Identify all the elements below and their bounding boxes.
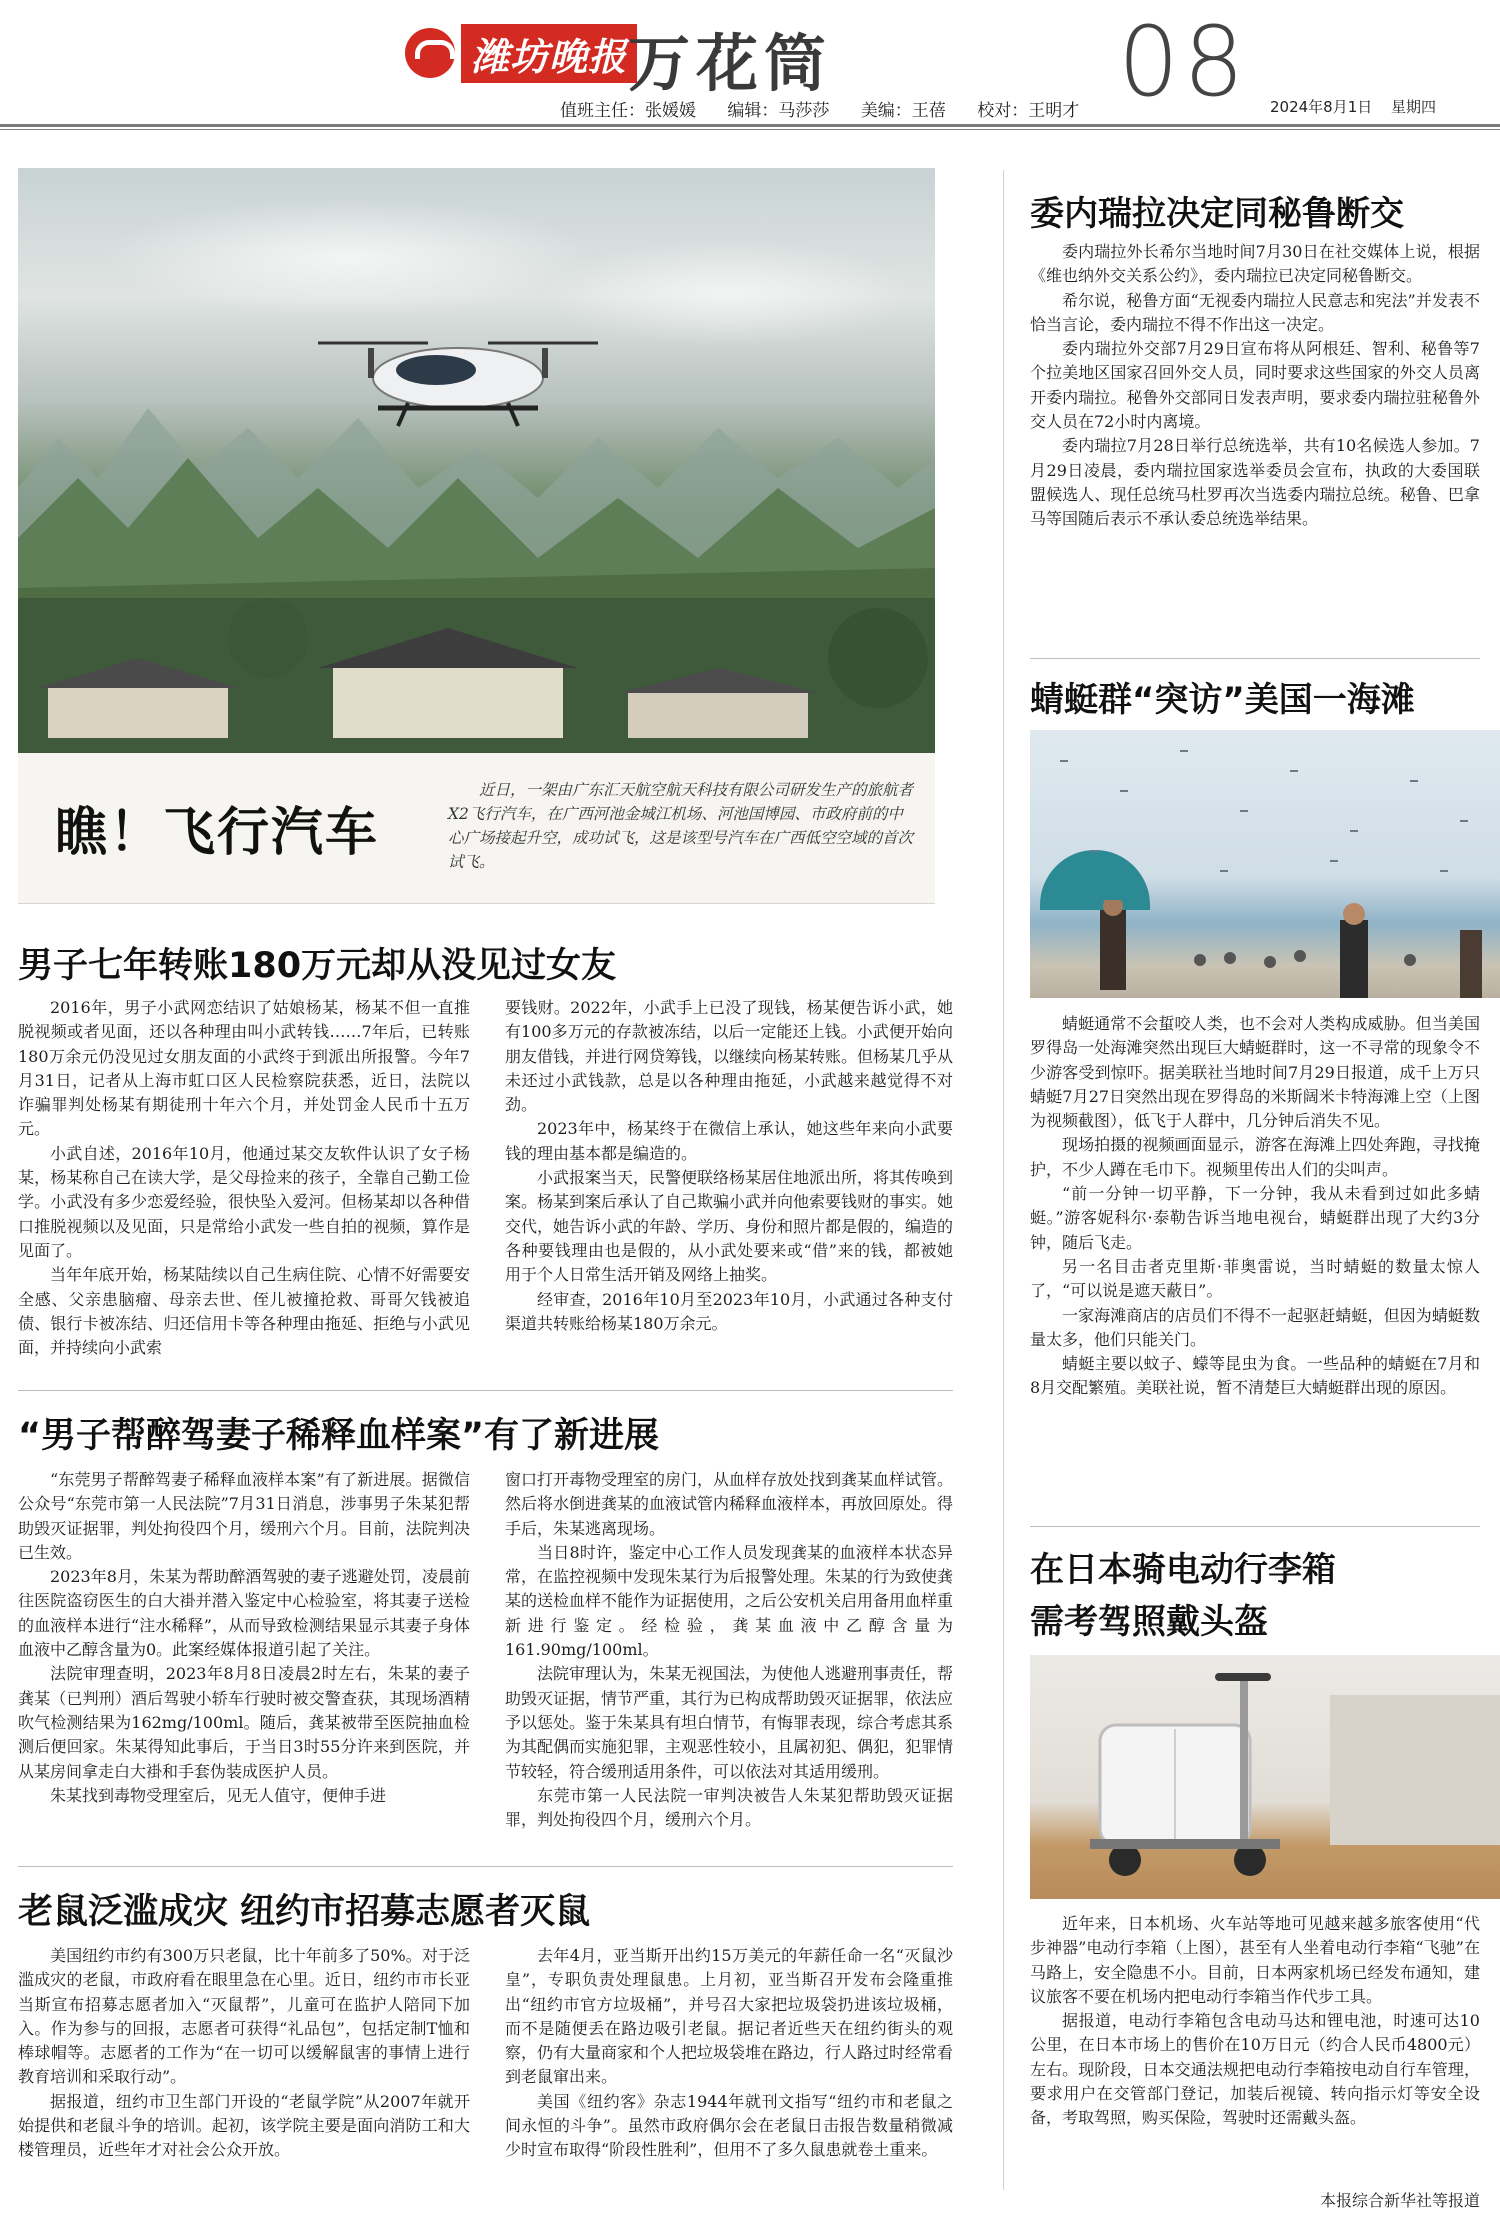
credit-duty-editor: 值班主任：张媛媛 <box>560 101 696 121</box>
newspaper-logo <box>405 22 637 84</box>
paragraph: 2016年，男子小武网恋结识了姑娘杨某，杨某不但一直推脱视频或者见面，还以各种理由叫小武转钱……7年后，已转账180万余元仍没见过女朋友面的小武终于到派出所报警。今年7月31日，记者从上海市虹口区人民检察院获悉，近日，法院以诈骗罪判处杨某有期徒刑十年六个月，并处罚金人民币十五万元。 <box>18 998 470 1139</box>
paragraph: 法院审理认为，朱某无视国法，为使他人逃避刑事责任，帮助毁灭证据，情节严重，其行为已构成帮助毁灭证据罪，依法应予以惩处。鉴于朱某具有坦白情节，有悔罪表现，综合考虑其系为其配偶而实施犯罪，主观恶性较小，且属初犯、偶犯，犯罪情节较轻，符合缓刑适用条件，可以依法对其适用缓刑。 <box>505 1664 954 1781</box>
source-note: 本报综合新华社等报道 <box>1319 2191 1480 2210</box>
paragraph: 委内瑞拉7月28日举行总统选举，共有10名候选人参加。7月29日凌晨，委内瑞拉国家选举委员会宣布，执政的大委国联盟候选人、现任总统马杜罗再次当选委内瑞拉总统。秘鲁、巴拿马等国随后表示不承认委总统选举结果。 <box>1030 436 1480 529</box>
paragraph: 美国《纽约客》杂志1944年就刊文指写“纽约市和老鼠之间永恒的斗争”。虽然市政府偶尔会在老鼠日击报告数量稍微减少时宣布取得“阶段性胜利”，但用不了多久鼠患就卷土重来。 <box>505 2091 953 2160</box>
dragonfly-body <box>1030 1012 1480 1401</box>
village-roofs <box>18 598 935 753</box>
hero-title: 瞧！飞行汽车 <box>55 803 380 863</box>
paragraph: 法院审理查明，2023年8月8日凌晨2时左右，朱某的妻子龚某（已判刑）酒后驾驶小轿车行驶时被交警查获，其现场酒精吹气检测结果为162mg/100ml。随后，龚某被带至医院抽血检测后便回家。朱某得知此事后，于当日3时55分许来到医院，并从某房间拿走白大褂和手套伪装成医护人员。 <box>18 1664 470 1781</box>
paragraph: 蜻蜓通常不会蜇咬人类，也不会对人类构成威胁。但当美国罗得岛一处海滩突然出现巨大蜻蜓群时，这一不寻常的现象令不少游客受到惊吓。据美联社当地时间7月29日报道，成千上万只蜻蜓7月27日突然出现在罗得岛的米斯阔米卡特海滩上空（上图为视频截图），低飞于人群中，几分钟后消失不见。 <box>1030 1014 1480 1131</box>
rats-headline: 老鼠泛滥成灾 纽约市招募志愿者灭鼠 <box>18 1892 591 1932</box>
page-number: 08 <box>1118 6 1249 118</box>
dui-headline: “男子帮醉驾妻子稀释血样案”有了新进展 <box>18 1416 660 1456</box>
section-divider <box>18 1866 953 1867</box>
flying-car-photo <box>18 168 935 753</box>
paragraph: 委内瑞拉外交部7月29日宣布将从阿根廷、智利、秘鲁等7个拉美地区国家召回外交人员，同时要求这些国家的外交人员离开委内瑞拉。秘鲁外交部同日发表声明，要求委内瑞拉驻秘鲁外交人员在72小时内离境。 <box>1030 339 1480 432</box>
paragraph: 当日8时许，鉴定中心工作人员发现龚某的血液样本状态异常，在监控视频中发现朱某行为后报警处理。朱某的行为致使龚某的送检血样不能作为证据使用，之后公安机关启用备用血样重新进行鉴定。经检验，龚某血液中乙醇含量为161.90mg/100ml。 <box>505 1542 954 1660</box>
newspaper-name: 潍坊晚报 <box>461 24 637 83</box>
paragraph: 小武自述，2016年10月，他通过某交友软件认识了女子杨某，杨某称自己在读大学，是父母捡来的孩子，全靠自己勤工俭学。小武没有多少恋爱经验，很快坠入爱河。但杨某却以各种借口推脱视频以及见面，只是常给小武发一些自拍的视频，算作是见面了。 <box>18 1143 470 1260</box>
paragraph: 东莞市第一人民法院一审判决被告人朱某犯帮助毁灭证据罪，判处拘役四个月，缓刑六个月。 <box>505 1785 953 1830</box>
credit-editor: 编辑：马莎莎 <box>727 101 830 121</box>
paragraph: 美国纽约市约有300万只老鼠，比十年前多了50%。对于泛滥成灾的老鼠，市政府看在眼里急在心里。近日，纽约市市长亚当斯宣布招募志愿者加入“灭鼠帮”，儿童可在监护人陪同下加入。作为参与的回报，志愿者可获得“礼品包”，包括定制T恤和棒球帽等。志愿者的工作为“在一切可以缓解鼠害的事情上进行教育培训和采取行动”。 <box>18 1946 470 2087</box>
flying-car <box>308 308 608 448</box>
paragraph: 据报道，电动行李箱包含电动马达和锂电池，时速可达10公里，在日本市场上的售价在10万日元（约合人民币4800元）左右。现阶段，日本交通法规把电动行李箱按电动自行车管理，要求用户在交管部门登记，加装后视镜、转向指示灯等安全设备，考取驾照，购买保险，驾驶时还需戴头盔。 <box>1030 2011 1480 2128</box>
paragraph: 朱某找到毒物受理室后，见无人值守，便伸手进 <box>50 1785 387 1805</box>
paragraph: 去年4月，亚当斯开出约15万美元的年薪任命一名“灭鼠沙皇”，专职负责处理鼠患。上月初，亚当斯召开发布会隆重推出“纽约市官方垃圾桶”，并号召大家把垃圾袋扔进该垃圾桶，而不是随便丢在路边吸引老鼠。据记者近些天在纽约街头的观察，仍有大量商家和个人把垃圾袋堆在路边，行人路过时经常看到老鼠窜出来。 <box>505 1946 954 2087</box>
dui-column-2 <box>505 1468 953 1832</box>
rats-column-1 <box>18 1944 470 2163</box>
venezuela-body <box>1030 240 1480 532</box>
venezuela-headline: 委内瑞拉决定同秘鲁断交 <box>1030 194 1404 234</box>
paragraph: “东莞男子帮醉驾妻子稀释血液样本案”有了新进展。据微信公众号“东莞市第一人民法院”7月31日消息，涉事男子朱某犯帮助毁灭证据罪，判处拘役四个月，缓刑六个月。目前，法院判决已生效。 <box>18 1470 470 1562</box>
credit-art-editor: 美编：王蓓 <box>860 101 946 121</box>
paragraph: 2023年8月，朱某为帮助醉酒驾驶的妻子逃避处罚，凌晨前往医院盗窃医生的白大褂并潜入鉴定中心检验室，将其妻子送检的血液样本进行“注水稀释”，从而导致检测结果显示其妻子身体血液中乙醇含量为0。此案经媒体报道引起了关注。 <box>18 1567 470 1660</box>
credit-proofreader: 校对：王明才 <box>977 101 1080 121</box>
transfer-headline: 男子七年转账180万元却从没见过女友 <box>18 946 617 986</box>
rats-column-2 <box>505 1944 953 2163</box>
japan-headline-line-1: 在日本骑电动行李箱 <box>1030 1550 1336 1590</box>
paragraph: 经审查，2016年10月至2023年10月，小武通过各种支付渠道共转账给杨某180万余元。 <box>505 1289 953 1333</box>
paragraph: 窗口打开毒物受理室的房门，从血样存放处找到龚某血样试管。然后将水倒进龚某的血液试管内稀释血液样本，再放回原处。得手后，朱某逃离现场。 <box>505 1470 954 1538</box>
paragraph: 现场拍摄的视频画面显示，游客在海滩上四处奔跑，寻找掩护，不少人蹲在毛巾下。视频里传出人们的尖叫声。 <box>1030 1135 1480 1179</box>
beach-crowd <box>1060 900 1500 998</box>
transfer-column-2 <box>505 996 953 1336</box>
paragraph: “前一分钟一切平静，下一分钟，我从未看到过如此多蜻蜓。”游客妮科尔·泰勒告诉当地电视台，蜻蜓群出现了大约3分钟，随后飞走。 <box>1030 1184 1480 1252</box>
japan-body <box>1030 1912 1480 2131</box>
paragraph: 据报道，纽约市卫生部门开设的“老鼠学院”从2007年就开始提供和老鼠斗争的培训。起初，该学院主要是面向消防工和大楼管理员，近些年才对社会公众开放。 <box>18 2091 470 2160</box>
paragraph: 委内瑞拉外长希尔当地时间7月30日在社交媒体上说，根据《维也纳外交关系公约》，委内瑞拉已决定同秘鲁断交。 <box>1030 242 1480 286</box>
header-rule-thin <box>0 129 1500 130</box>
section-divider <box>1030 1526 1480 1527</box>
paragraph: 蜻蜓主要以蚊子、蠓等昆虫为食。一些品种的蜻蜓在7月和8月交配繁殖。美联社说，暂不清楚巨大蜻蜓群出现的原因。 <box>1030 1354 1480 1398</box>
section-title: 万花筒 <box>628 27 833 100</box>
issue-weekday: 星期四 <box>1391 98 1437 116</box>
paragraph: 2023年中，杨某终于在微信上承认，她这些年来向小武要钱的理由基本都是编造的。 <box>505 1119 953 1163</box>
paragraph: 另一名目击者克里斯·菲奥雷说，当时蜻蜓的数量太惊人了，“可以说是遮天蔽日”。 <box>1030 1256 1480 1301</box>
column-separator <box>1003 170 1004 2190</box>
section-divider <box>1030 658 1480 659</box>
dragonfly-headline: 蜻蜓群“突访”美国一海滩 <box>1030 680 1415 720</box>
section-divider <box>18 1390 953 1391</box>
paragraph: 当年年底开始，杨某陆续以自己生病住院、心情不好需要安全感、父亲患脑瘤、母亲去世、侄儿被撞抢救、哥哥欠钱被追债、银行卡被冻结、归还信用卡等各种理由拖延、拒绝与小武见面，并持续向小武索 <box>18 1265 470 1358</box>
editor-credits <box>560 96 1099 121</box>
transfer-column-1 <box>18 996 470 1360</box>
paragraph: 希尔说，秘鲁方面“无视委内瑞拉人民意志和宪法”并发表不恰当言论，委内瑞拉不得不作出这一决定。 <box>1030 290 1480 334</box>
dui-column-1 <box>18 1468 470 1808</box>
japan-headline-line-2: 需考驾照戴头盔 <box>1030 1602 1268 1642</box>
issue-date: 2024年8月1日 <box>1270 98 1373 116</box>
paragraph: 小武报案当天，民警便联络杨某居住地派出所，将其传唤到案。杨某到案后承认了自己欺骗小武并向他索要钱财的事实。她交代，她告诉小武的年龄、学历、身份和照片都是假的，编造的各种要钱理由也是假的，从小武处要来或“借”来的钱，都被她用于个人日常生活开销及网络上抽奖。 <box>505 1168 954 1285</box>
paragraph: 要钱财。2022年，小武手上已没了现钱，杨某便告诉小武，她有100多万元的存款被冻结，以后一定能还上钱。小武便开始向朋友借钱，并进行网贷筹钱，以继续向杨某转账。但杨某几乎从未还过小武钱款，总是以各种理由拖延，小武越来越觉得不对劲。 <box>505 998 954 1115</box>
dragonfly-swarm <box>1030 730 1500 900</box>
logo-swoosh-icon <box>405 28 455 78</box>
cloud <box>98 198 598 318</box>
paragraph: 近年来，日本机场、火车站等地可见越来越多旅客使用“代步神器”电动行李箱（上图），甚至有人坐着电动行李箱“飞驰”在马路上，安全隐患不小。目前，日本两家机场已经发布通知，建议旅客不要在机场内把电动行李箱当作代步工具。 <box>1030 1914 1480 2006</box>
header-rule <box>0 124 1500 127</box>
dragonfly-beach-photo <box>1030 730 1500 998</box>
dateline <box>1270 96 1450 117</box>
electric-luggage-photo <box>1030 1655 1500 1899</box>
hero-caption: 近日，一架由广东汇天航空航天科技有限公司研发生产的旅航者X2飞行汽车，在广西河池金城江机场、河池国博园、市政府前的中心广场接起升空，成功试飞，这是该型号汽车在广西低空空域的首次试飞。 <box>448 781 914 871</box>
electric-suitcase <box>1030 1655 1500 1899</box>
paragraph: 一家海滩商店的店员们不得不一起驱赶蜻蜓，但因为蜻蜓数量太多，他们只能关门。 <box>1030 1305 1480 1349</box>
